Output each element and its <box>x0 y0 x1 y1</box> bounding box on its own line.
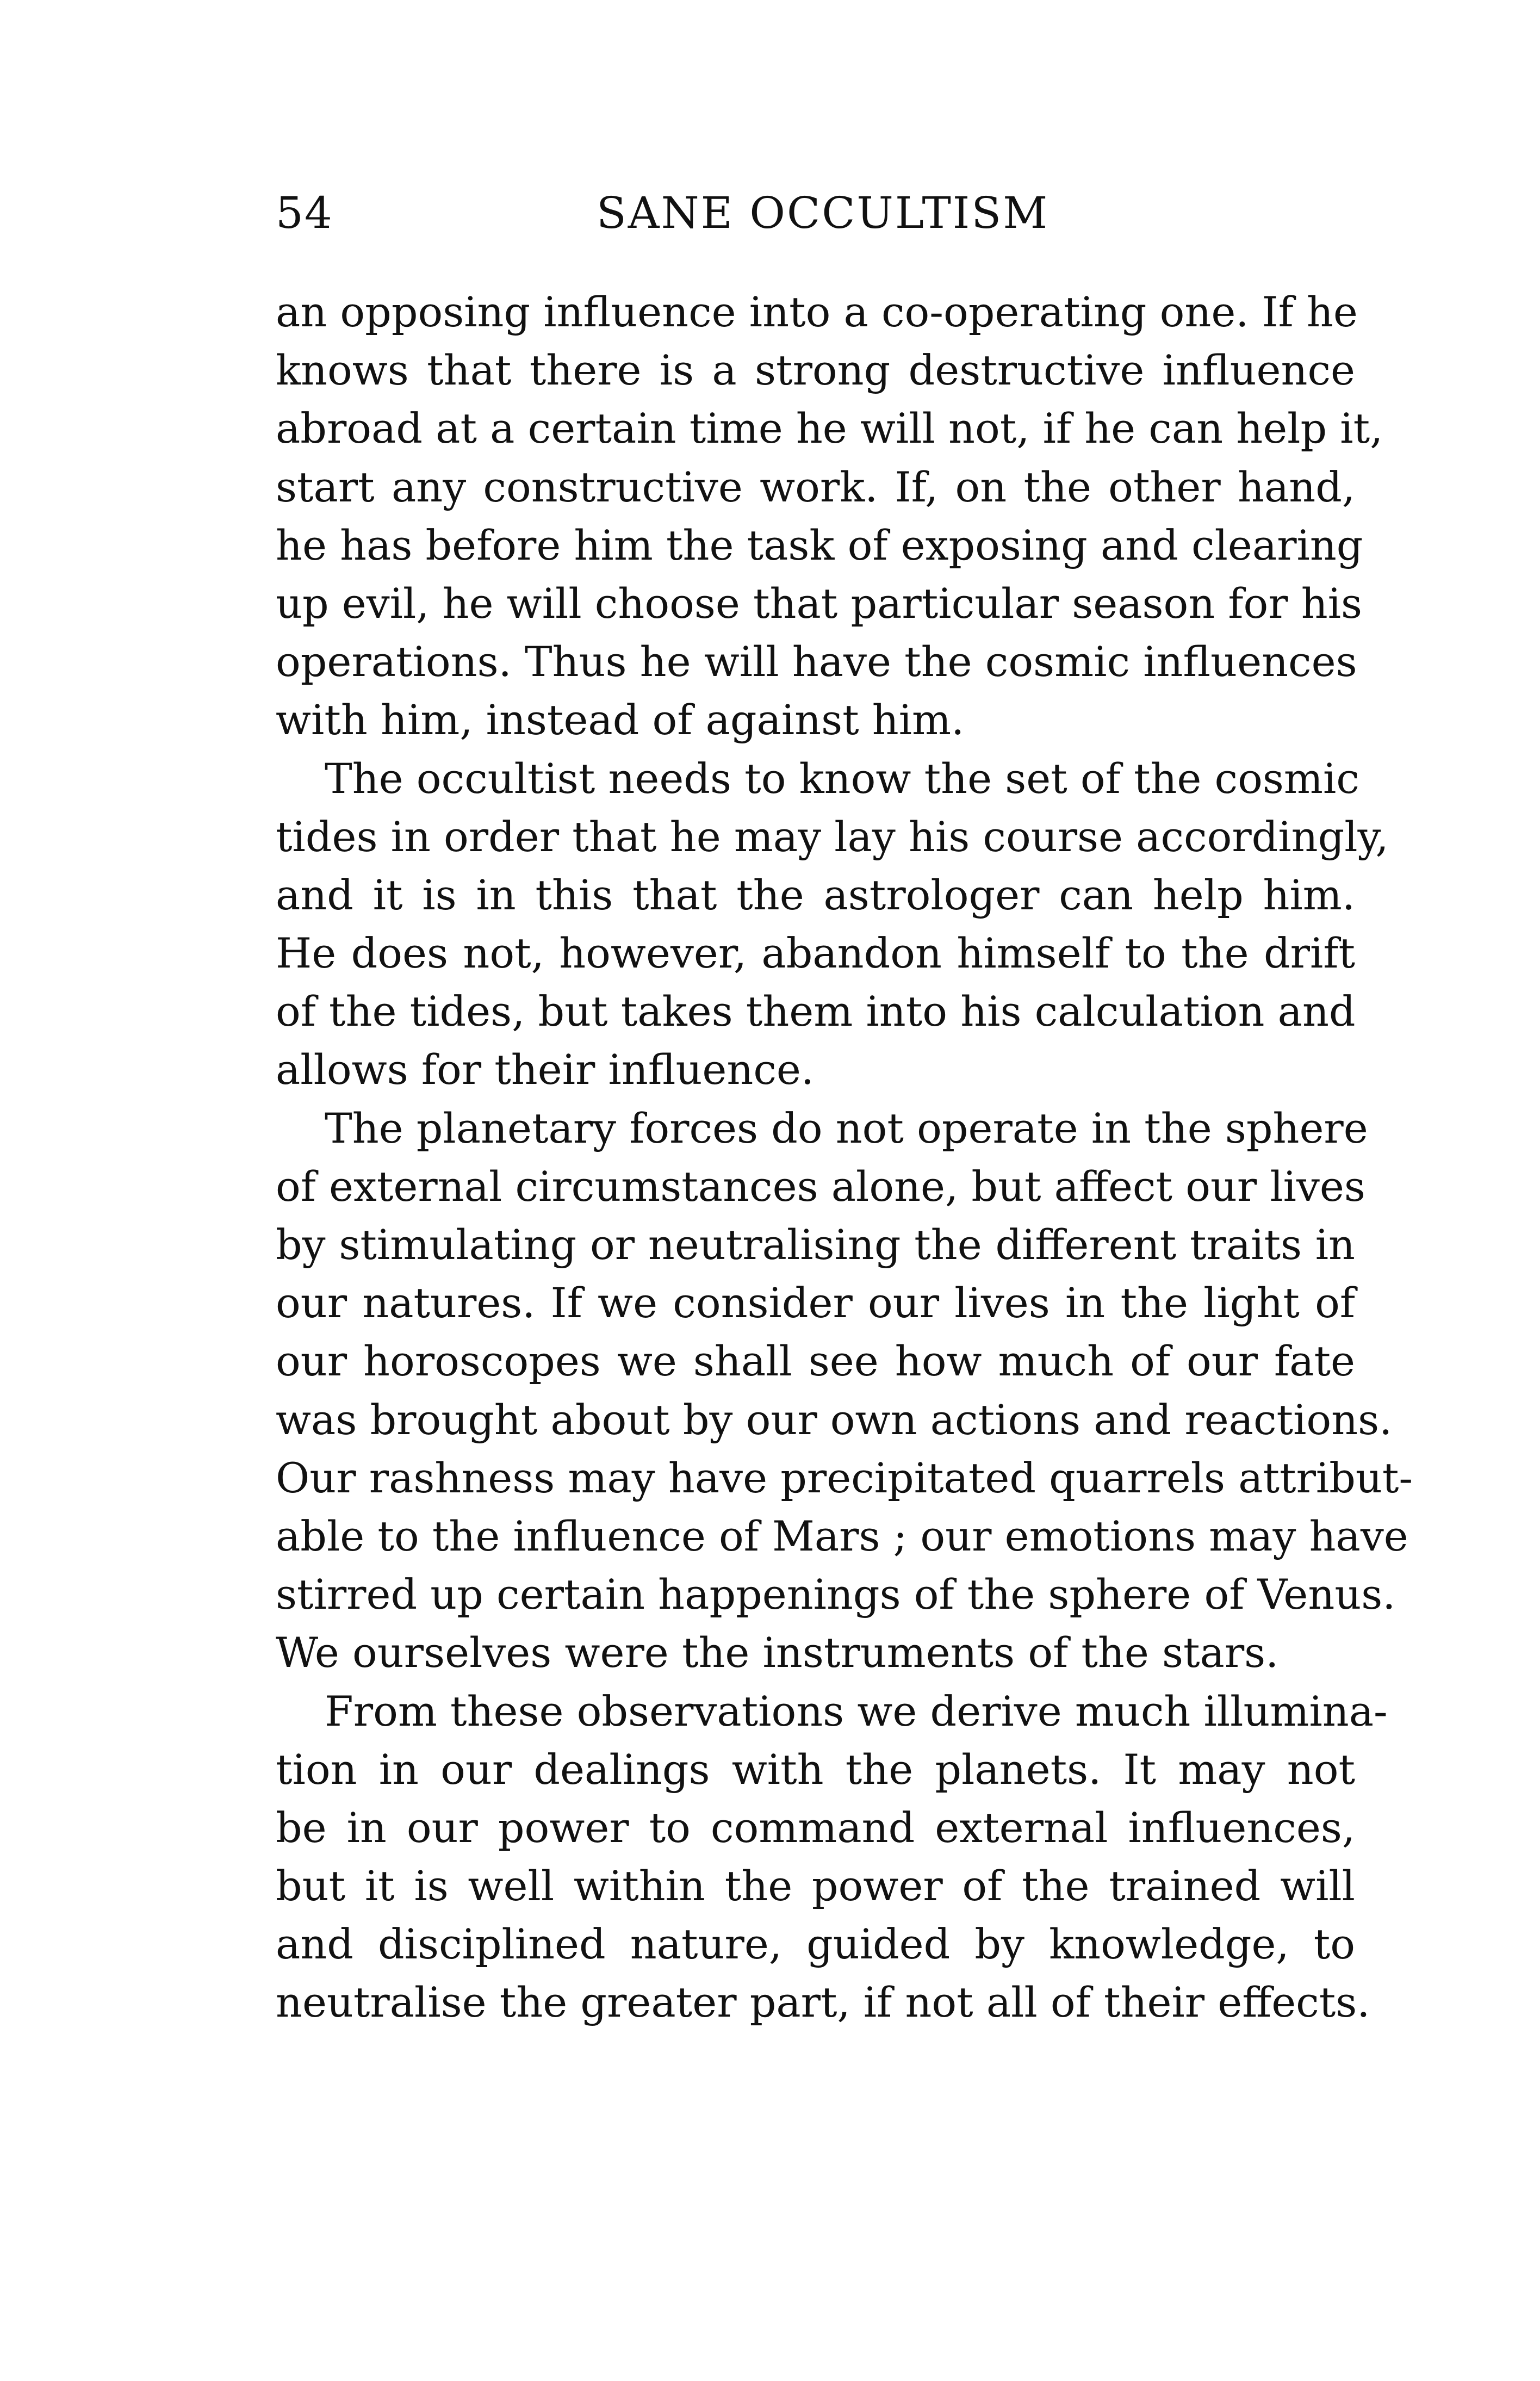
page-number: 54 <box>276 188 333 238</box>
text-line: start any constructive work. If, on the other hand, <box>276 462 1355 511</box>
body-text <box>276 283 1413 2032</box>
text-line: tion in our dealings with the planets. It may not <box>276 1745 1355 1794</box>
text-line: he has before him the task of exposing and clearing <box>276 520 1363 569</box>
text-line: abroad at a certain time he will not, if he can help it, <box>276 404 1383 453</box>
text-line: of the tides, but takes them into his calculation and <box>276 987 1356 1036</box>
text-line: was brought about by our own actions and reactions. <box>276 1395 1393 1444</box>
text-line: neutralise the greater part, if not all of their effects. <box>276 1978 1370 2027</box>
running-title: SANE OCCULTISM <box>597 188 1050 238</box>
paragraph <box>276 283 1383 749</box>
text-line: He does not, however, abandon himself to the drift <box>276 929 1355 978</box>
text-line: with him, instead of against him. <box>276 696 965 745</box>
running-head <box>276 188 1363 247</box>
text-line: tides in order that he may lay his course accordingly, <box>276 812 1389 861</box>
text-line: able to the influence of Mars ; our emotions may have <box>276 1511 1408 1560</box>
text-line: an opposing influence into a co-operating one. If he <box>276 288 1358 336</box>
text-line: From these observations we derive much illumina- <box>325 1686 1388 1735</box>
text-line: The planetary forces do not operate in the sphere <box>325 1103 1368 1152</box>
text-line: but it is well within the power of the trained will <box>276 1862 1355 1911</box>
text-line: be in our power to command external influences, <box>276 1803 1355 1852</box>
text-line: operations. Thus he will have the cosmic influences <box>276 637 1357 686</box>
paragraph <box>276 1682 1388 2032</box>
text-line: Our rashness may have precipitated quarrels attribut- <box>276 1453 1413 1502</box>
text-line: allows for their influence. <box>276 1045 815 1094</box>
text-line: and disciplined nature, guided by knowledge, to <box>276 1920 1355 1969</box>
paragraph <box>276 749 1389 1099</box>
text-line: knows that there is a strong destructive influence <box>276 346 1355 395</box>
text-line: The occultist needs to know the set of the cosmic <box>325 754 1359 803</box>
text-line: of external circumstances alone, but affect our lives <box>276 1162 1365 1211</box>
text-line: and it is in this that the astrologer can help him. <box>276 870 1355 919</box>
text-line: We ourselves were the instruments of the stars. <box>276 1628 1279 1677</box>
text-line: our natures. If we consider our lives in the light of <box>276 1279 1355 1328</box>
text-line: our horoscopes we shall see how much of our fate <box>276 1337 1355 1386</box>
text-line: up evil, he will choose that particular season for his <box>276 579 1363 628</box>
text-line: by stimulating or neutralising the different traits in <box>276 1220 1355 1269</box>
paragraph <box>276 1099 1413 1682</box>
text-line: stirred up certain happenings of the sphere of Venus. <box>276 1570 1396 1619</box>
